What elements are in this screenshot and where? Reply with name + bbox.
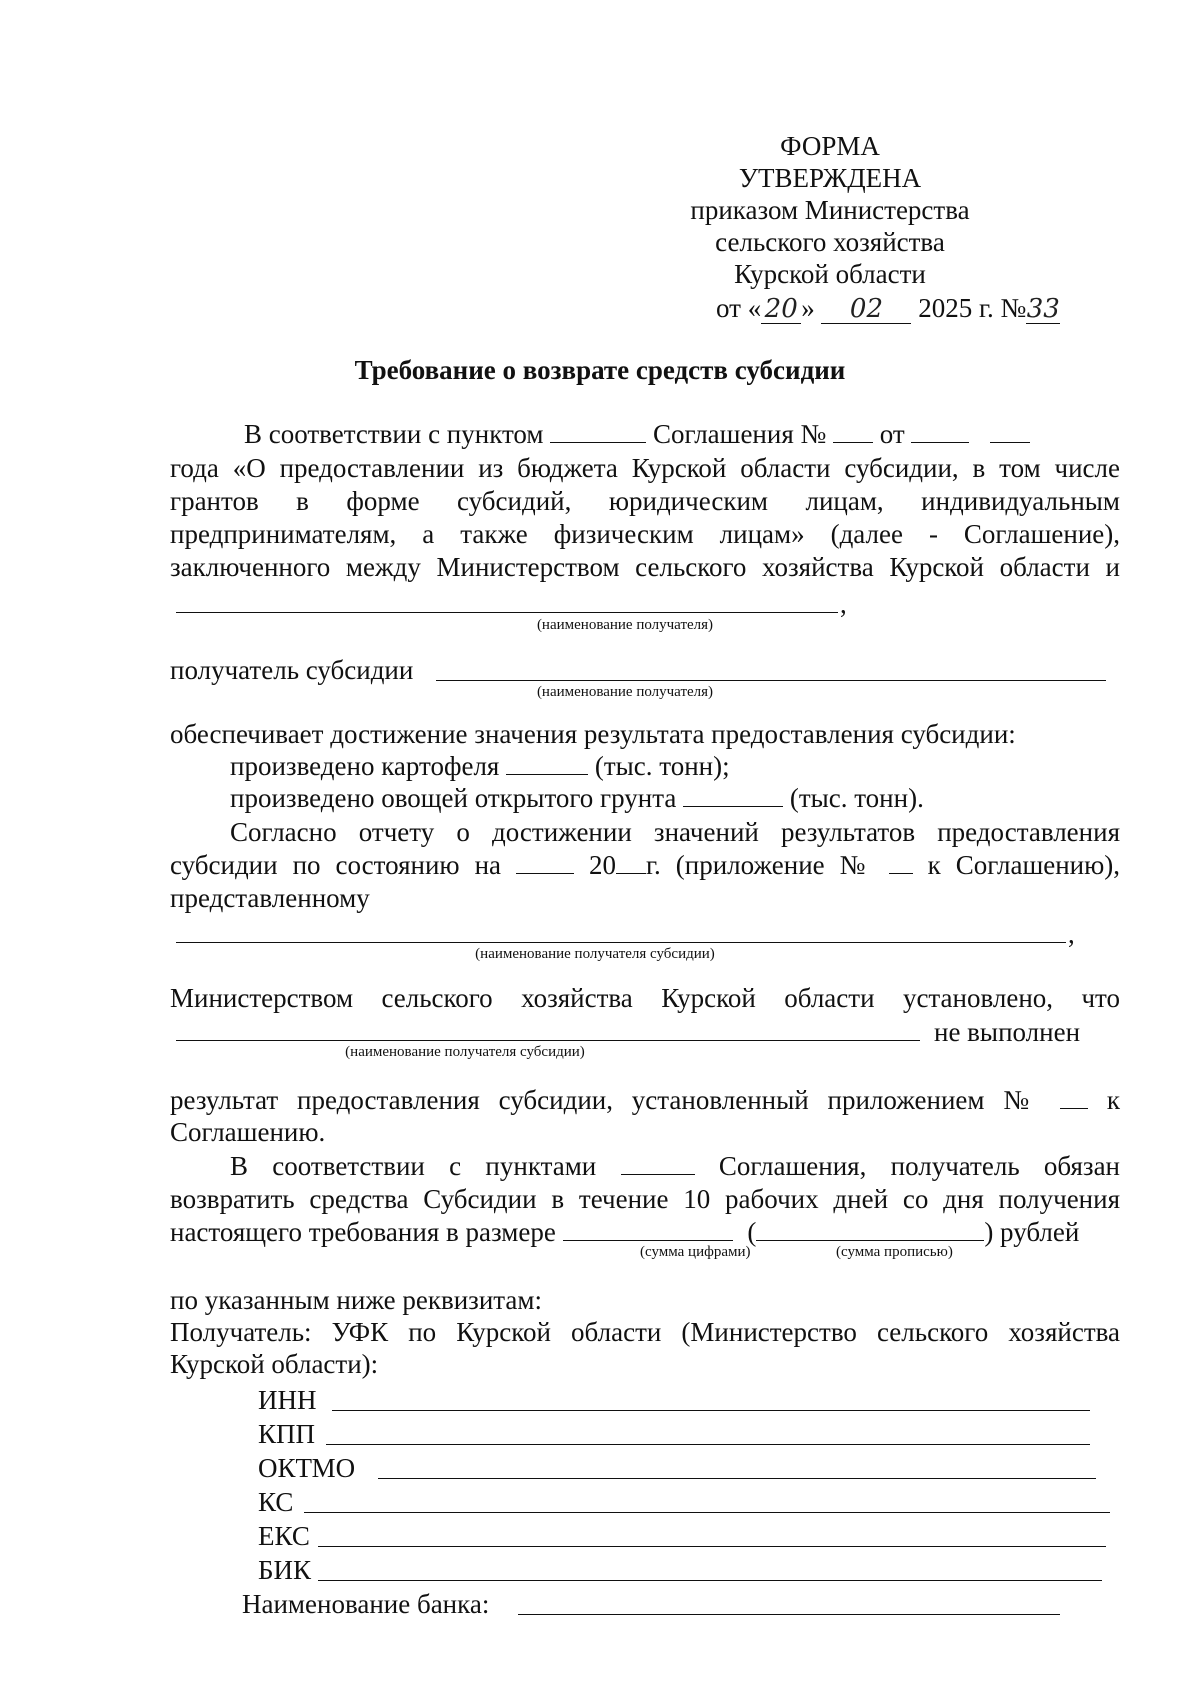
field-bik-line — [318, 1580, 1102, 1581]
subsidy-recipient-label: получатель субсидии — [170, 655, 414, 685]
p4-line4: Соглашению. — [170, 1117, 326, 1147]
report-recipient-line — [176, 942, 1066, 943]
p3-line5: субсидии по состоянию на 20 г. (приложение № к Соглашению), — [170, 850, 1121, 880]
approval-approved-label: УТВЕРЖДЕНА — [738, 163, 922, 193]
p1-line5: заключенного между Министерством сельского хозяйства Курской области и — [170, 552, 1120, 582]
date-mid: » — [801, 293, 815, 323]
approval-form-label: ФОРМА — [780, 131, 880, 161]
handwritten-number: 33 — [1026, 294, 1060, 324]
field-inn-line — [332, 1410, 1090, 1411]
p5-line3: настоящего требования в размере ( ) рублей — [170, 1217, 1080, 1247]
field-oktmo-line — [378, 1478, 1096, 1479]
p3-line1: обеспечивает достижение значения результата предоставления субсидии: — [170, 719, 1016, 749]
field-inn-label: ИНН — [258, 1385, 317, 1415]
not-fulfilled-text: не выполнен — [934, 1017, 1081, 1047]
p4-line1: Министерством сельского хозяйства Курской области установлено, что — [170, 983, 1120, 1013]
approval-ministry-line: сельского хозяйства — [715, 227, 945, 257]
field-eks-label: ЕКС — [258, 1521, 310, 1551]
report-date-blank — [516, 851, 574, 874]
agreement-year-blank — [990, 420, 1030, 443]
amount-words-caption: (сумма прописью) — [836, 1244, 953, 1260]
bank-name-label: Наименование банка: — [242, 1589, 490, 1619]
p1-line4: предпринимателям, а также физическим лицам» (далее - Соглашение), — [170, 519, 1120, 549]
vegetables-amount-blank — [683, 784, 783, 807]
agreement-number-blank — [833, 420, 873, 443]
p6-line1: по указанным ниже реквизитам: — [170, 1285, 542, 1315]
approval-region-line: Курской области — [734, 259, 926, 289]
bank-name-line — [518, 1614, 1060, 1615]
potato-line: произведено картофеля (тыс. тонн); — [230, 751, 730, 781]
report-year-blank — [616, 851, 646, 874]
potato-amount-blank — [506, 752, 588, 775]
p5-line1: В соответствии с пунктами Соглашения, получатель обязан — [230, 1151, 1120, 1181]
not-fulfilled-recipient-line — [176, 1040, 920, 1041]
field-oktmo-label: ОКТМО — [258, 1453, 356, 1483]
approval-order-line: приказом Министерства — [690, 195, 970, 225]
p3-line4: Согласно отчету о достижении значений результатов предоставления — [230, 817, 1120, 847]
field-eks-line — [318, 1546, 1106, 1547]
p3-line6: представленному — [170, 883, 370, 913]
handwritten-day: 20 — [761, 295, 801, 324]
vegetables-line: произведено овощей открытого грунта (тыс. тонн). — [230, 783, 924, 813]
document-title: Требование о возврате средств субсидии — [354, 355, 846, 385]
appendix-number-blank — [889, 851, 913, 874]
p1-line3: грантов в форме субсидий, юридическим лицам, индивидуальным — [170, 486, 1120, 516]
field-bik-label: БИК — [258, 1555, 312, 1585]
p1-line2: года «О предоставлении из бюджета Курской области субсидии, в том числе — [170, 453, 1120, 483]
date-year-text: 2025 г. № — [918, 293, 1027, 323]
field-ks-label: КС — [258, 1487, 294, 1517]
clause-number-blank — [550, 420, 646, 443]
p1-line1: В соответствии с пунктом Соглашения № от — [170, 418, 1120, 450]
approval-date-line — [716, 292, 1060, 324]
recipient-caption: (наименование получателя) — [536, 617, 714, 633]
report-recipient-comma: , — [1068, 919, 1075, 949]
recipient-name-line — [176, 612, 838, 613]
result-appendix-blank — [1060, 1086, 1088, 1109]
subsidy-recipient-caption: (наименование получателя) — [536, 684, 714, 700]
amount-digits-blank — [563, 1218, 733, 1241]
amount-digits-caption: (сумма цифрами) — [640, 1244, 751, 1260]
subsidy-recipient-line — [436, 680, 1106, 681]
field-kpp-label: КПП — [258, 1419, 316, 1449]
field-kpp-line — [326, 1444, 1090, 1445]
not-fulfilled-caption: (наименование получателя субсидии) — [345, 1044, 585, 1060]
field-ks-line — [304, 1512, 1110, 1513]
p5-line2: возвратить средства Субсидии в течение 10 рабочих дней со дня получения — [170, 1184, 1120, 1214]
agreement-date-blank — [911, 420, 969, 443]
p6-line2: Получатель: УФК по Курской области (Министерство сельского хозяйства — [170, 1317, 1120, 1347]
recipient-comma: , — [840, 589, 847, 619]
amount-words-blank — [756, 1218, 984, 1241]
clauses-blank — [621, 1152, 695, 1175]
p4-line3: результат предоставления субсидии, установленный приложением № к — [170, 1085, 1120, 1115]
date-prefix: от « — [716, 293, 762, 323]
handwritten-month: 02 — [821, 295, 911, 324]
report-recipient-caption: (наименование получателя субсидии) — [475, 946, 715, 962]
p6-line3: Курской области): — [170, 1349, 379, 1379]
